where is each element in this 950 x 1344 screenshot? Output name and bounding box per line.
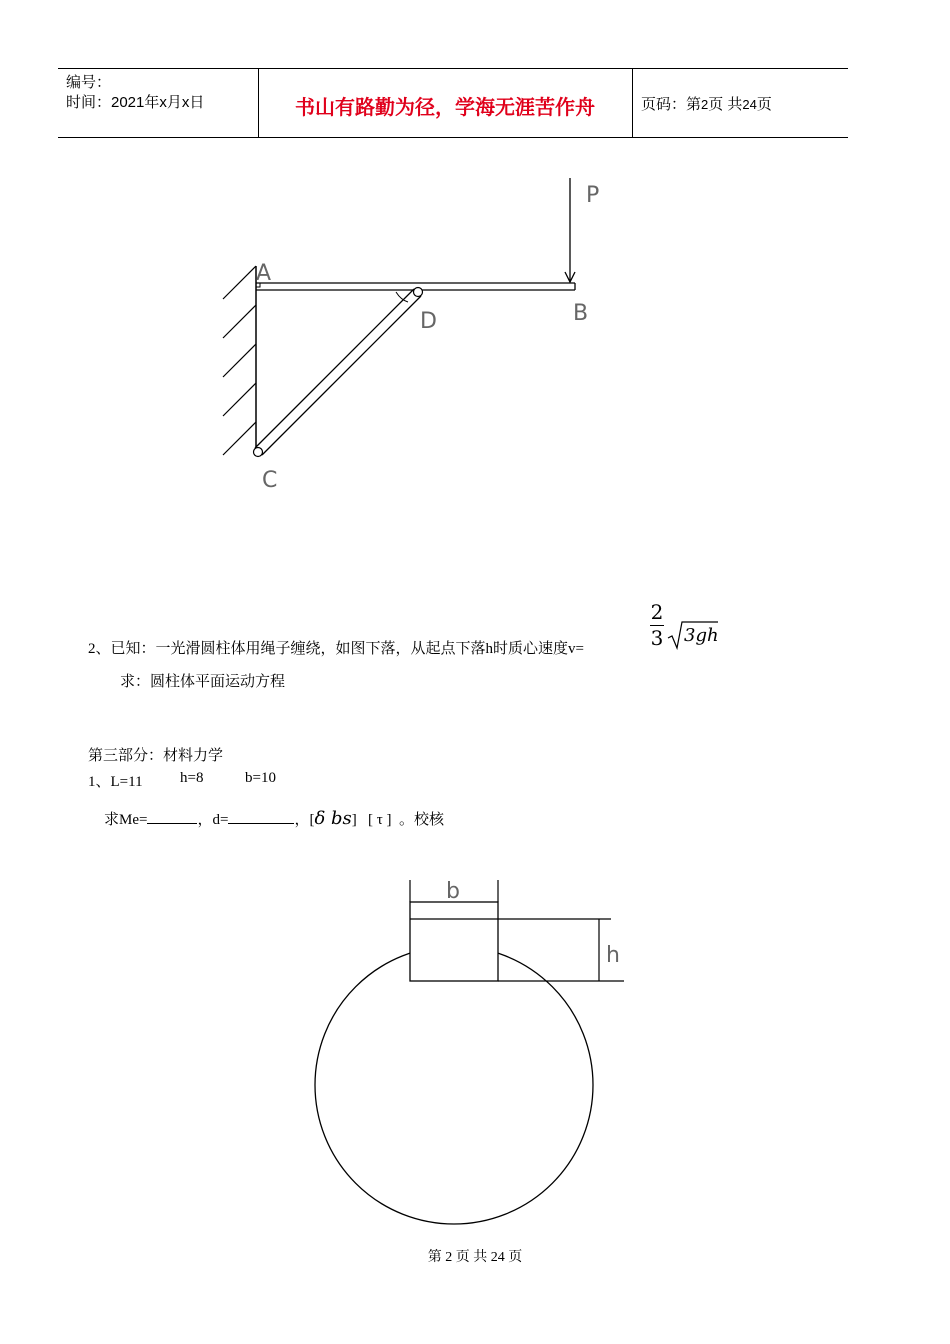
ask-d-label: ，d=: [197, 812, 229, 828]
doc-time-label: 时间：2021年x月x日: [66, 94, 205, 111]
label-a: A: [256, 261, 272, 286]
tau-allow: [ τ ]: [368, 812, 392, 828]
sqrt-argument: 3gh: [684, 625, 719, 646]
strut-cd: [255, 289, 414, 448]
header-motto: 书山有路勤为径，学海无涯苦作舟: [295, 95, 595, 119]
check-label: 。校核: [399, 812, 445, 828]
page-prefix: 页码：第: [641, 96, 702, 113]
label-d: D: [420, 309, 437, 334]
label-h-dim: h: [606, 943, 620, 968]
page-number: 2: [701, 97, 709, 112]
hinge-c: [254, 448, 263, 457]
label-p: P: [586, 183, 600, 208]
page-mid: 页 共: [708, 96, 743, 113]
param-l: 1、L=11: [88, 774, 143, 790]
problem2-ask: 求：圆柱体平面运动方程: [120, 674, 286, 690]
hinge-d: [414, 288, 423, 297]
fraction-numerator: 2: [650, 600, 664, 624]
problem2-statement: 2、已知：一光滑圆柱体用绳子缠绕，如图下落，从起点下落h时质心速度v=: [88, 641, 584, 657]
key-rect: [410, 902, 498, 981]
bracket-close: ]: [351, 812, 357, 828]
bracket-open: ，[: [294, 812, 315, 828]
velocity-fraction: [650, 600, 664, 650]
page-total: 24: [742, 97, 757, 112]
label-b: B: [573, 301, 589, 326]
page-footer: 第 2 页 共 24 页: [427, 1250, 523, 1265]
shaft-circle: [315, 946, 593, 1224]
doc-number-label: 编号：: [66, 74, 112, 91]
part3-heading: 第三部分：材料力学: [88, 748, 224, 764]
me-blank: [147, 809, 197, 824]
sigma-bs: δ bs: [314, 808, 352, 829]
param-h: h=8: [180, 770, 204, 786]
strut-cd: [262, 296, 421, 455]
part3-question: [104, 808, 444, 829]
fraction-denominator: 3: [650, 626, 664, 650]
param-b: b=10: [245, 770, 276, 786]
wall-hatching: [223, 266, 256, 455]
ask-me-label: 求Me=: [104, 812, 148, 828]
label-b-dim: b: [446, 879, 460, 904]
d-blank: [228, 809, 294, 824]
page-suffix: 页: [756, 96, 772, 113]
label-c: C: [262, 468, 278, 493]
